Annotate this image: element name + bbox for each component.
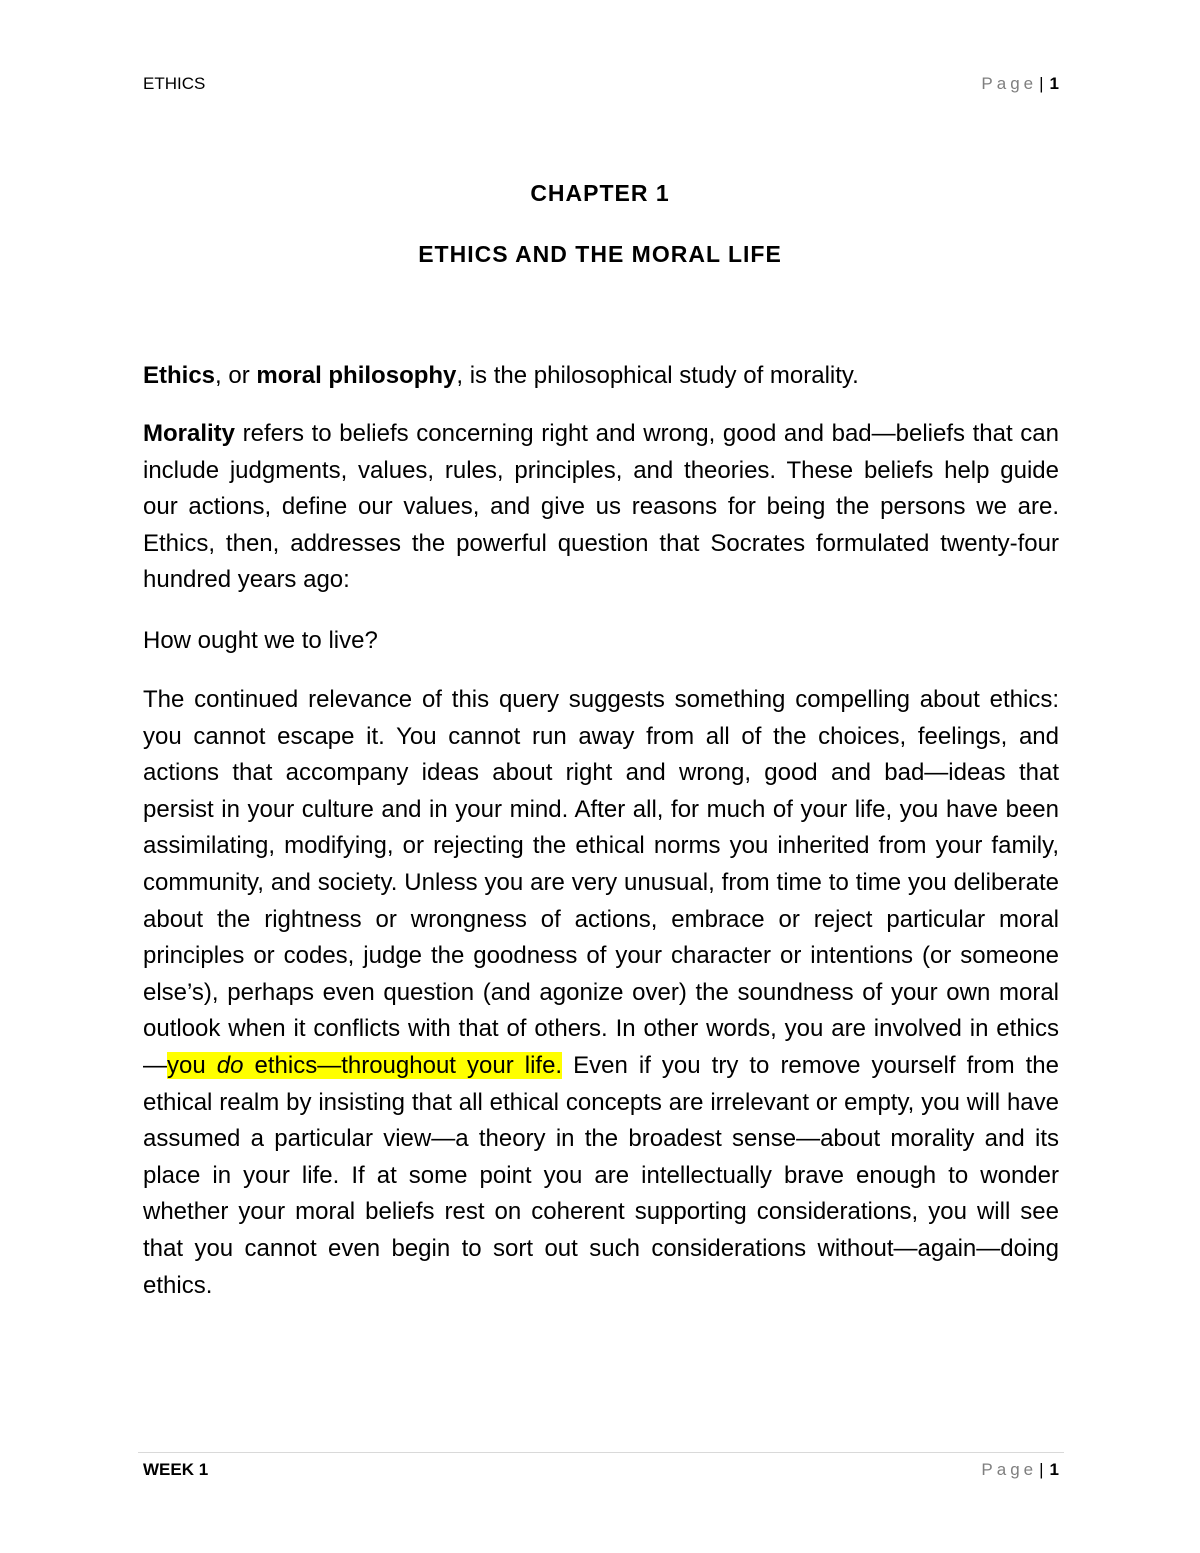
footer-week-label: WEEK 1: [143, 1460, 209, 1479]
morality-text: refers to beliefs concerning right and wrong, good and bad—beliefs that can include judgments, values, rules, principles, and theories. These beliefs help guide our actions, define our values, and give us reasons for being the persons we are. Ethics, then, addresses the powerful question that Socrates formulated twenty-four hundred years ago:: [143, 420, 1059, 594]
socratic-question: How ought we to live?: [143, 627, 378, 654]
header-page-number: 1: [1049, 74, 1059, 93]
footer-page-number: 1: [1049, 1460, 1059, 1479]
page-footer: [143, 1460, 1059, 1482]
highlight-part-a: you: [167, 1051, 217, 1079]
term-morality: Morality: [143, 420, 236, 447]
footer-divider: [138, 1452, 1064, 1453]
term-ethics: Ethics: [143, 362, 216, 389]
header-page-indicator: [981, 74, 1059, 94]
term-moral-philosophy: moral philosophy: [256, 362, 457, 389]
main-text-before: The continued relevance of this query suggests something compelling about ethics: you cannot escape it. You cannot run away from all of the choices, feelings, and actions that accompany ideas about right and wrong, good and bad—ideas that persist in your culture and in your mind. After all, for much of your life, you have been assimilating, modifying, or rejecting the ethical norms you inherited from your family, community, and society. Unless you are very unusual, from time to time you deliberate about the rightness or wrongness of actions, embrace or reject particular moral principles or codes, judge the goodness of your character or intentions (or someone else’s), perhaps even question (and agonize over) the soundness of your own moral outlook when it conflicts with that of others. In other words, you are involved in ethics—: [143, 686, 1059, 1079]
header-page-separator: |: [1039, 74, 1044, 93]
main-text-after: Even if you try to remove yourself from the ethical realm by insisting that all ethical concepts are irrelevant or empty, you will have assumed a particular view—a theory in the broadest sense—about morality and its place in your life. If at some point you are intellectually brave enough to wonder whether your moral beliefs rest on coherent supporting considerations, you will see that you cannot even begin to sort out such considerations without—again—doing ethics.: [143, 1051, 1060, 1299]
definition-paragraph: [143, 358, 1059, 395]
page-header: [143, 74, 1059, 96]
highlight-italic-do: do: [216, 1051, 244, 1079]
highlighted-text: [167, 1052, 562, 1079]
footer-page-word: Page: [981, 1460, 1038, 1479]
morality-paragraph: [143, 416, 1059, 599]
definition-separator: , or: [215, 362, 257, 389]
question-paragraph: [143, 623, 1059, 660]
footer-page-separator: |: [1039, 1460, 1044, 1479]
highlight-part-b: ethics—throughout your life.: [243, 1051, 563, 1079]
header-title: ETHICS: [143, 74, 206, 93]
definition-rest: , is the philosophical study of morality.: [456, 362, 859, 389]
header-page-word: Page: [981, 74, 1038, 93]
chapter-subtitle: ETHICS AND THE MORAL LIFE: [418, 241, 782, 267]
main-paragraph: [143, 682, 1059, 1304]
chapter-title: CHAPTER 1: [530, 180, 670, 206]
footer-page-indicator: [981, 1460, 1059, 1480]
